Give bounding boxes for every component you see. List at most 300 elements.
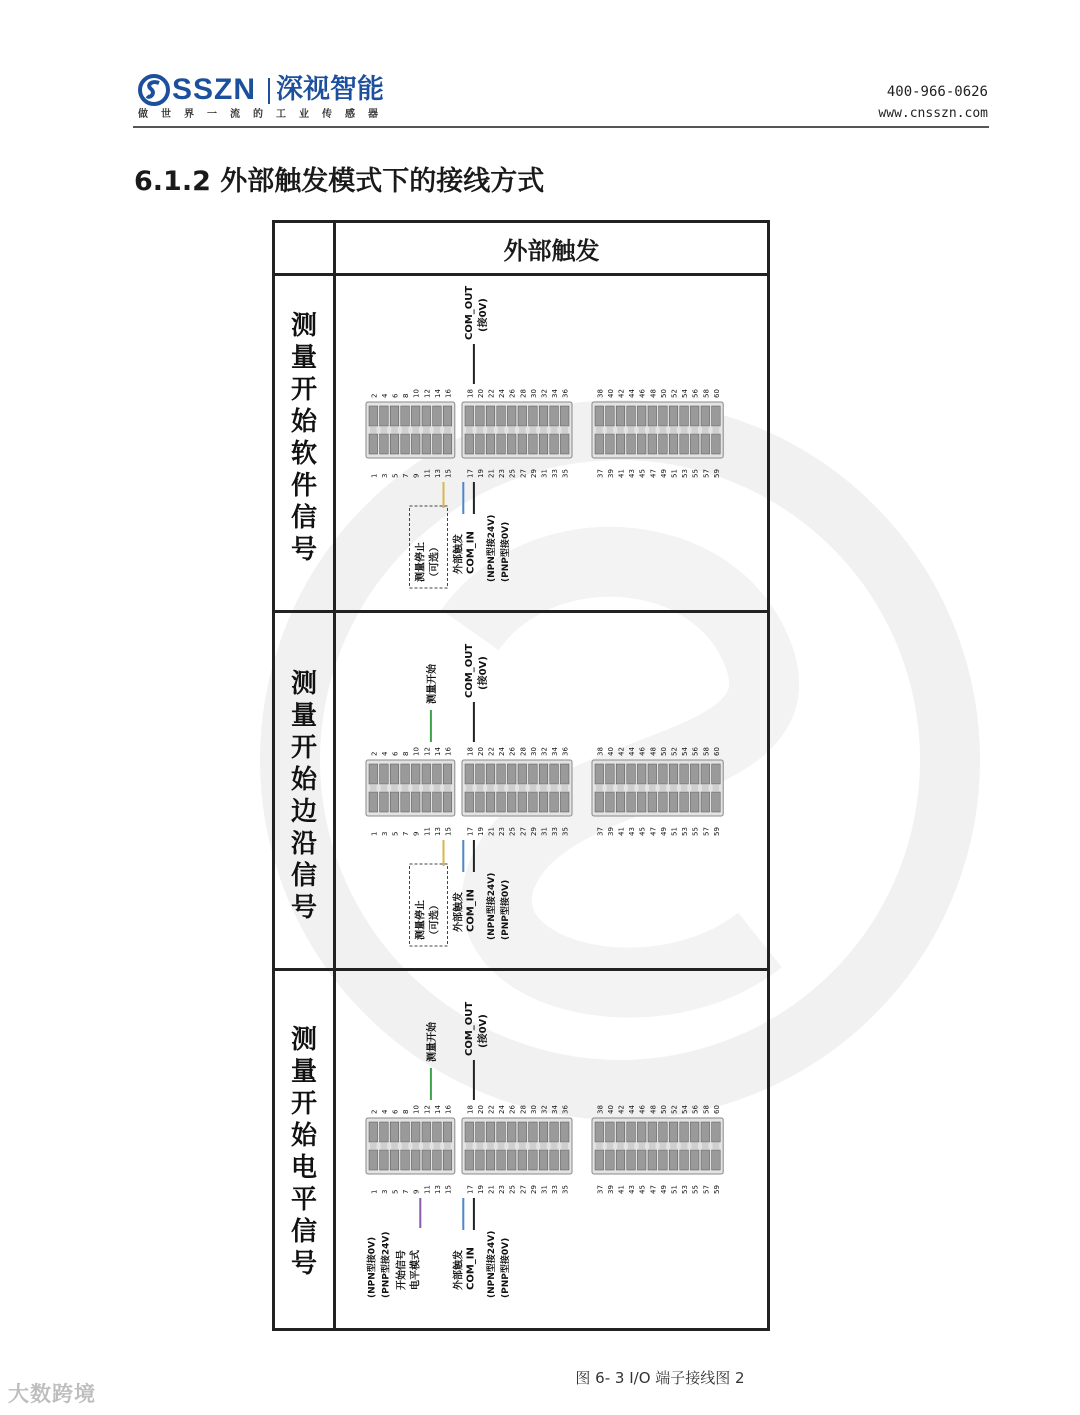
terminal-slot (497, 764, 506, 784)
terminal-screw (561, 785, 568, 791)
pin-number: 20 (476, 1105, 485, 1114)
logo-text-en: SSZN (172, 73, 257, 106)
pin-number: 12 (423, 747, 432, 756)
terminal-slot (627, 434, 636, 454)
terminal-slot (712, 1150, 721, 1170)
row-label-char: 号 (290, 535, 317, 565)
terminal-slot (616, 1150, 625, 1170)
terminal-screw (402, 427, 409, 433)
terminal-slot (606, 764, 615, 784)
pin-number: 36 (561, 389, 570, 398)
pin-number: 51 (670, 469, 679, 478)
terminal-screw (596, 1143, 603, 1149)
pin-number: 18 (466, 1105, 475, 1114)
pin-number: 21 (487, 1185, 496, 1194)
terminal-screw (702, 427, 709, 433)
terminal-screw (691, 1143, 698, 1149)
terminal-slot (529, 1150, 538, 1170)
pin-number: 28 (519, 747, 528, 756)
pin-number: 1 (370, 473, 379, 478)
terminal-slot (616, 764, 625, 784)
pin-number: 44 (628, 1105, 637, 1114)
terminal-slot (595, 406, 604, 426)
pin-number: 14 (433, 747, 442, 756)
pin-number: 57 (702, 469, 711, 478)
terminal-slot (411, 434, 420, 454)
pin-number: 24 (498, 1105, 507, 1114)
terminal-screw (530, 1143, 537, 1149)
section-title: 6.1.2 外部触发模式下的接线方式 (134, 166, 545, 197)
pin-number: 43 (628, 1185, 637, 1194)
terminal-slot (690, 406, 699, 426)
terminal-slot (518, 764, 527, 784)
terminal-screw (434, 427, 441, 433)
pin-number: 49 (659, 1185, 668, 1194)
pin-number: 53 (681, 827, 690, 836)
terminal-slot (369, 764, 378, 784)
terminal-screw (617, 427, 624, 433)
pin-number: 21 (487, 469, 496, 478)
pin-number: 32 (540, 1105, 549, 1114)
row-label-char: 软 (290, 439, 317, 469)
terminal-screw (607, 427, 614, 433)
terminal-screw (423, 427, 430, 433)
terminal-slot (659, 1150, 668, 1170)
terminal-slot (648, 792, 657, 812)
label-com-in: COM_IN (465, 531, 477, 574)
terminal-slot (390, 434, 399, 454)
terminal-slot (659, 764, 668, 784)
pin-number: 19 (476, 827, 485, 836)
terminal-slot (390, 1150, 399, 1170)
terminal-screw (702, 785, 709, 791)
terminal-screw (466, 1143, 473, 1149)
terminal-screw (381, 1143, 388, 1149)
terminal-slot (486, 434, 495, 454)
pin-number: 16 (444, 747, 453, 756)
terminal-slot (539, 792, 548, 812)
pin-number: 31 (540, 1185, 549, 1194)
terminal-screw (607, 1143, 614, 1149)
pin-number: 30 (529, 747, 538, 756)
pin-number: 53 (681, 1185, 690, 1194)
terminal-screw (660, 785, 667, 791)
terminal-slot (486, 406, 495, 426)
terminal-screw (498, 427, 505, 433)
terminal-screw (596, 427, 603, 433)
terminal-slot (669, 1150, 678, 1170)
terminal-screw (551, 1143, 558, 1149)
pin-number: 10 (412, 1105, 421, 1114)
terminal-slot (669, 406, 678, 426)
terminal-slot (497, 434, 506, 454)
pin-number: 7 (402, 1189, 411, 1194)
terminal-slot (550, 764, 559, 784)
label-pnp-24v: (PNP型接24V) (381, 1231, 392, 1298)
terminal-slot (616, 1122, 625, 1142)
terminal-slot (701, 1122, 710, 1142)
pin-number: 50 (659, 747, 668, 756)
terminal-screw (391, 1143, 398, 1149)
terminal-slot (390, 406, 399, 426)
terminal-slot (690, 764, 699, 784)
pin-number: 1 (370, 831, 379, 836)
terminal-slot (422, 434, 431, 454)
terminal-slot (595, 434, 604, 454)
slogan: 做世界一流的工业传感器 (138, 109, 391, 120)
pin-number: 41 (617, 1185, 626, 1194)
terminal-screw (466, 427, 473, 433)
pin-number: 33 (551, 469, 560, 478)
terminal-slot (627, 406, 636, 426)
left-terminal-block (366, 1118, 455, 1174)
pin-number: 13 (433, 1185, 442, 1194)
terminal-screw (530, 427, 537, 433)
terminal-screw (381, 427, 388, 433)
pin-number: 34 (551, 389, 560, 398)
label-measure-start: 测量开始 (426, 664, 438, 704)
terminal-screw (628, 1143, 635, 1149)
terminal-slot (411, 406, 420, 426)
pin-number: 5 (391, 1189, 400, 1194)
terminal-slot (518, 434, 527, 454)
pin-number: 36 (561, 747, 570, 756)
pin-number: 36 (561, 1105, 570, 1114)
terminal-slot (369, 1150, 378, 1170)
terminal-slot (507, 764, 516, 784)
terminal-slot (411, 1122, 420, 1142)
terminal-screw (519, 785, 526, 791)
terminal-slot (497, 792, 506, 812)
terminal-screw (508, 427, 515, 433)
terminal-slot (401, 1122, 410, 1142)
pin-number: 42 (617, 389, 626, 398)
pin-number: 5 (391, 831, 400, 836)
pin-number: 42 (617, 1105, 626, 1114)
terminal-screw (649, 427, 656, 433)
terminal-slot (669, 434, 678, 454)
row-label-edge-signal (274, 668, 334, 924)
label-pnp: (PNP型接0V) (500, 1237, 511, 1298)
pin-number: 50 (659, 1105, 668, 1114)
pin-number: 27 (519, 827, 528, 836)
pin-number: 59 (712, 469, 721, 478)
terminal-slot (422, 406, 431, 426)
terminal-screw (691, 427, 698, 433)
pin-number: 13 (433, 827, 442, 836)
terminal-slot (518, 1150, 527, 1170)
terminal-slot (476, 792, 485, 812)
pin-number: 5 (391, 473, 400, 478)
watermark-text: 大数跨境 (8, 1382, 96, 1406)
terminal-screw (498, 1143, 505, 1149)
terminal-slot (659, 792, 668, 812)
terminal-slot (476, 1150, 485, 1170)
terminal-slot (539, 764, 548, 784)
pin-number: 52 (670, 1105, 679, 1114)
terminal-slot (518, 1122, 527, 1142)
terminal-slot (476, 1122, 485, 1142)
row-label-char: 信 (290, 503, 317, 533)
terminal-slot (690, 434, 699, 454)
terminal-screw (638, 1143, 645, 1149)
terminal-screw (444, 1143, 451, 1149)
terminal-slot (701, 434, 710, 454)
pin-number: 48 (649, 1105, 658, 1114)
terminal-slot (411, 764, 420, 784)
row-label-char: 始 (290, 765, 317, 795)
terminal-slot (637, 434, 646, 454)
pin-number: 55 (691, 1185, 700, 1194)
pin-number: 15 (444, 827, 453, 836)
phone-number: 400-966-0626 (886, 84, 988, 100)
terminal-screw (412, 1143, 419, 1149)
logo-icon (138, 74, 170, 106)
terminal-slot (411, 1150, 420, 1170)
terminal-slot (606, 434, 615, 454)
terminal-slot (465, 1122, 474, 1142)
pin-number: 55 (691, 827, 700, 836)
row-label-char: 量 (290, 343, 317, 373)
terminal-slot (443, 406, 452, 426)
terminal-slot (486, 792, 495, 812)
pin-number: 6 (391, 1109, 400, 1114)
terminal-slot (560, 434, 569, 454)
pin-number: 29 (529, 827, 538, 836)
label-measure-start: 测量开始 (426, 1022, 438, 1062)
label-measure-stop: 测量停止 (415, 542, 427, 582)
terminal-slot (659, 1122, 668, 1142)
pin-number: 51 (670, 1185, 679, 1194)
label-level-mode: 电平模式 (410, 1250, 422, 1290)
terminal-slot (433, 764, 442, 784)
terminal-screw (370, 785, 377, 791)
terminal-slot (443, 764, 452, 784)
terminal-screw (551, 427, 558, 433)
pin-number: 40 (606, 389, 615, 398)
pin-number: 38 (596, 1105, 605, 1114)
pin-number: 55 (691, 469, 700, 478)
terminal-slot (595, 792, 604, 812)
terminal-screw (391, 785, 398, 791)
terminal-slot (380, 434, 389, 454)
terminal-slot (701, 764, 710, 784)
pin-number: 7 (402, 831, 411, 836)
pin-number: 57 (702, 827, 711, 836)
pin-number: 11 (423, 1185, 432, 1194)
terminal-screw (508, 1143, 515, 1149)
pin-number: 4 (380, 1109, 389, 1114)
terminal-screw (681, 427, 688, 433)
terminal-screw (391, 427, 398, 433)
pin-number: 6 (391, 751, 400, 756)
terminal-slot (701, 792, 710, 812)
terminal-slot (680, 1150, 689, 1170)
pin-number: 7 (402, 473, 411, 478)
terminal-screw (660, 1143, 667, 1149)
pin-number: 17 (466, 469, 475, 478)
pin-number: 3 (380, 831, 389, 836)
pin-number: 37 (596, 827, 605, 836)
terminal-screw (508, 785, 515, 791)
terminal-screw (402, 785, 409, 791)
terminal-screw (660, 427, 667, 433)
terminal-slot (560, 1150, 569, 1170)
pin-number: 31 (540, 469, 549, 478)
terminal-slot (690, 1122, 699, 1142)
terminal-slot (669, 792, 678, 812)
pin-number: 37 (596, 469, 605, 478)
terminal-slot (465, 1150, 474, 1170)
terminal-slot (648, 1122, 657, 1142)
wiring-diagram-software (346, 282, 756, 602)
pin-number: 32 (540, 747, 549, 756)
row-label-char: 始 (290, 407, 317, 437)
terminal-screw (617, 1143, 624, 1149)
terminal-screw (670, 1143, 677, 1149)
row-label-char: 始 (290, 1121, 317, 1151)
pin-number: 8 (402, 751, 411, 756)
terminal-screw (444, 427, 451, 433)
pin-number: 2 (370, 393, 379, 398)
pin-number: 34 (551, 1105, 560, 1114)
row-label-char: 量 (290, 1057, 317, 1087)
terminal-slot (443, 434, 452, 454)
terminal-slot (680, 406, 689, 426)
row-label-software-signal (274, 310, 334, 566)
terminal-slot (637, 406, 646, 426)
row-label-char: 开 (290, 375, 317, 405)
pin-number: 23 (498, 469, 507, 478)
pin-number: 58 (702, 389, 711, 398)
terminal-screw (596, 785, 603, 791)
label-measure-stop: 测量停止 (415, 900, 427, 940)
terminal-slot (433, 1150, 442, 1170)
pin-number: 49 (659, 827, 668, 836)
terminal-slot (560, 792, 569, 812)
terminal-slot (606, 792, 615, 812)
terminal-slot (680, 792, 689, 812)
terminal-slot (380, 792, 389, 812)
terminal-slot (659, 406, 668, 426)
terminal-screw (681, 1143, 688, 1149)
terminal-screw (519, 1143, 526, 1149)
pin-number: 44 (628, 747, 637, 756)
pin-number: 27 (519, 469, 528, 478)
pin-number: 18 (466, 747, 475, 756)
pin-number: 19 (476, 469, 485, 478)
terminal-slot (627, 764, 636, 784)
pin-number: 51 (670, 827, 679, 836)
label-pnp: (PNP型接0V) (500, 521, 511, 582)
terminal-slot (411, 792, 420, 812)
pin-number: 14 (433, 389, 442, 398)
label-pnp: (PNP型接0V) (500, 879, 511, 940)
website-url: www.cnsszn.com (878, 106, 988, 121)
pin-number: 45 (638, 469, 647, 478)
row-label-char: 沿 (290, 829, 317, 859)
label-optional: （可选） (429, 542, 441, 582)
header-divider (133, 126, 989, 128)
terminal-screw (628, 785, 635, 791)
terminal-slot (380, 1122, 389, 1142)
terminal-slot (518, 792, 527, 812)
pin-number: 35 (561, 469, 570, 478)
pin-number: 47 (649, 1185, 658, 1194)
pin-number: 57 (702, 1185, 711, 1194)
terminal-screw (540, 427, 547, 433)
terminal-slot (497, 406, 506, 426)
pin-number: 13 (433, 469, 442, 478)
terminal-screw (466, 785, 473, 791)
terminal-screw (540, 1143, 547, 1149)
terminal-slot (648, 434, 657, 454)
label-external-trigger: 外部触发 (453, 892, 465, 932)
terminal-slot (486, 764, 495, 784)
terminal-screw (412, 427, 419, 433)
terminal-slot (627, 1150, 636, 1170)
terminal-slot (560, 1122, 569, 1142)
terminal-slot (422, 792, 431, 812)
terminal-screw (487, 427, 494, 433)
figure-caption: 图 6- 3 I/O 端子接线图 2 (575, 1369, 745, 1387)
pin-number: 40 (606, 747, 615, 756)
pin-number: 22 (487, 389, 496, 398)
pin-number: 38 (596, 747, 605, 756)
pin-number: 26 (508, 747, 517, 756)
pin-number: 35 (561, 827, 570, 836)
pin-number: 46 (638, 389, 647, 398)
pin-number: 34 (551, 747, 560, 756)
pin-number: 53 (681, 469, 690, 478)
terminal-screw (370, 1143, 377, 1149)
terminal-slot (616, 434, 625, 454)
terminal-slot (507, 434, 516, 454)
terminal-slot (422, 764, 431, 784)
pin-number: 16 (444, 1105, 453, 1114)
pin-number: 35 (561, 1185, 570, 1194)
terminal-screw (487, 1143, 494, 1149)
pin-number: 39 (606, 827, 615, 836)
pin-number: 45 (638, 1185, 647, 1194)
terminal-slot (369, 406, 378, 426)
row-label-char: 边 (290, 797, 317, 827)
terminal-slot (637, 792, 646, 812)
pin-number: 54 (681, 747, 690, 756)
pin-number: 16 (444, 389, 453, 398)
pin-number: 12 (423, 1105, 432, 1114)
terminal-screw (423, 785, 430, 791)
terminal-screw (540, 785, 547, 791)
row-label-char: 测 (290, 669, 317, 699)
pin-number: 20 (476, 389, 485, 398)
terminal-slot (712, 434, 721, 454)
label-optional: （可选） (429, 900, 441, 940)
label-com-out: COM_OUT (463, 1001, 475, 1056)
row-label-char: 件 (290, 471, 317, 501)
terminal-slot (465, 792, 474, 812)
row-label-level-signal (274, 1024, 334, 1280)
row-label-char: 号 (290, 893, 317, 923)
terminal-slot (606, 1122, 615, 1142)
terminal-slot (539, 406, 548, 426)
terminal-slot (497, 1122, 506, 1142)
terminal-slot (648, 1150, 657, 1170)
terminal-screw (381, 785, 388, 791)
pin-number: 59 (712, 827, 721, 836)
terminal-slot (443, 1150, 452, 1170)
terminal-slot (401, 792, 410, 812)
